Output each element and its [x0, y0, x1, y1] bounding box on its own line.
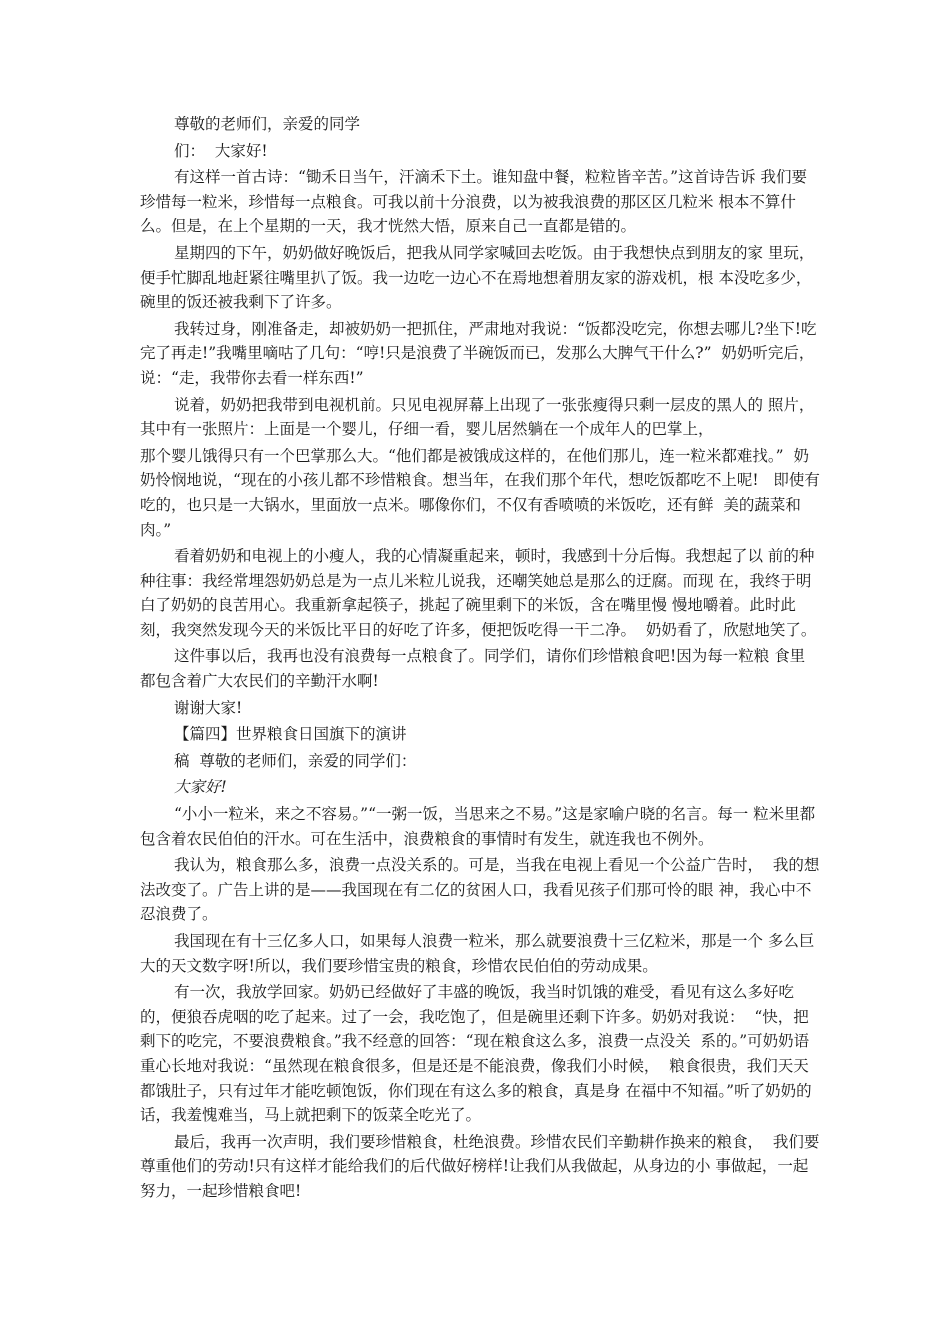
paragraph: 星期四的下午，奶奶做好晚饭后，把我从同学家喊回去吃饭。由于我想快点到朋友的家 里玩，便手忙脚乱地赶紧往嘴里扒了饭。我一边吃一边心不在焉地想着朋友家的游戏机，根 本没吃多少，碗里的饭还被我剩下了许多。	[140, 243, 815, 312]
paragraph: “小小一粒米，来之不容易。”“一粥一饭，当思来之不易。”这是家喻户晓的名言。每一 粒米里都包含着农民伯伯的汗水。可在生活中，浪费粮食的事情时有发生，就连我也不例外。	[140, 805, 816, 848]
paragraph: 最后，我再一次声明，我们要珍惜粮食，杜绝浪费。珍惜农民们辛勤耕作换来的粮食， 我们要尊重他们的劳动!只有这样才能给我们的后代做好榜样!让我们从我做起，从身边的小 事做起，一起努力，一起珍惜粮食吧!	[140, 1132, 820, 1200]
greeting-line-2: 们： 大家好!	[174, 141, 268, 160]
paragraph: 有一次，我放学回家。奶奶已经做好了丰盛的晚饭，我当时饥饿的难受，看见有这么多好吃的，便狼吞虎咽的吃了起来。过了一会，我吃饱了，但是碗里还剩下许多。奶奶对我说： “快，把剩下的吃完，不要浪费粮食。”我不经意的回答：“现在粮食这么多，浪费一点没关 系的。”可奶奶语重心长地对我说：“虽然现在粮食很多，但是还是不能浪费，像我们小时候， 粮食很贵，我们天天都饿肚子，只有过年才能吃顿饱饭，你们现在有这么多的粮食，真是身 在福中不知福。”听了奶奶的话，我羞愧难当，马上就把剩下的饭菜全吃光了。	[140, 983, 812, 1125]
document-page	[140, 112, 820, 1206]
paragraph: 说着，奶奶把我带到电视机前。只见电视屏幕上出现了一张张瘦得只剩一层皮的黑人的 照片，其中有一张照片：上面是一个婴儿，仔细一看，婴儿居然躺在一个成年人的巴掌上，	[140, 395, 815, 439]
hello-line: 大家好!	[174, 778, 227, 797]
section-heading: 【篇四】世界粮食日国旗下的演讲	[174, 725, 407, 744]
closing-thanks: 谢谢大家!	[174, 698, 243, 717]
section-heading-line-2: 稿 尊敬的老师们，亲爱的同学们：	[174, 751, 417, 770]
paragraph: 这件事以后，我再也没有浪费每一点粮食了。同学们，请你们珍惜粮食吧!因为每一粒粮 食里都包含着广大农民们的辛勤汗水啊!	[140, 647, 806, 691]
paragraph-continuation: 那个婴儿饿得只有一个巴掌那么大。“他们都是被饿成这样的，在他们那儿，连一粒米都难找。” 奶奶怜悯地说，“现在的小孩儿都不珍惜粮食。想当年，在我们那个年代，想吃饭都吃不上呢! 即使有吃的，也只是一大锅水，里面放一点米。哪像你们，不仅有香喷喷的米饭吃，还有鲜 美的蔬菜和肉。”	[140, 446, 820, 539]
paragraph: 看着奶奶和电视上的小瘦人，我的心情凝重起来，顿时，我感到十分后悔。我想起了以 前的种种往事：我经常埋怨奶奶总是为一点儿米粒儿说我，还嘲笑她总是那么的迂腐。而现 在，我终于明白了奶奶的良苦用心。我重新拿起筷子，挑起了碗里剩下的米饭，含在嘴里慢 慢地嚼着。此时此刻，我突然发现今天的米饭比平日的好吃了许多，便把饭吃得一干二净。 奶奶看了，欣慰地笑了。	[140, 547, 817, 639]
greeting-line-1: 尊敬的老师们，亲爱的同学	[174, 115, 361, 133]
paragraph: 有这样一首古诗：“锄禾日当午，汗滴禾下土。谁知盘中餐，粒粒皆辛苦。”这首诗告诉 我们要珍惜每一粒米，珍惜每一点粮食。可我以前十分浪费，以为被我浪费的那区区几粒米 根本不算什么。但是，在上个星期的一天，我才恍然大悟，原来自己一直都是错的。	[140, 168, 808, 236]
paragraph: 我认为，粮食那么多，浪费一点没关系的。可是，当我在电视上看见一个公益广告时， 我的想法改变了。广告上讲的是——我国现在有二亿的贫困人口，我看见孩子们那可怜的眼 神，我心中不忍浪费了。	[140, 856, 820, 924]
paragraph: 我转过身，刚准备走，却被奶奶一把抓住，严肃地对我说：“饭都没吃完，你想去哪儿?坐下!吃完了再走!”我嘴里嘀咕了几句：“哼!只是浪费了半碗饭而已，发那么大脾气干什么?” 奶奶听完后，说：“走，我带你去看一样东西!”	[140, 319, 817, 387]
paragraph: 我国现在有十三亿多人口，如果每人浪费一粒米，那么就要浪费十三亿粒米，那是一个 多么巨大的天文数字呀!所以，我们要珍惜宝贵的粮食，珍惜农民伯伯的劳动成果。	[140, 932, 815, 975]
